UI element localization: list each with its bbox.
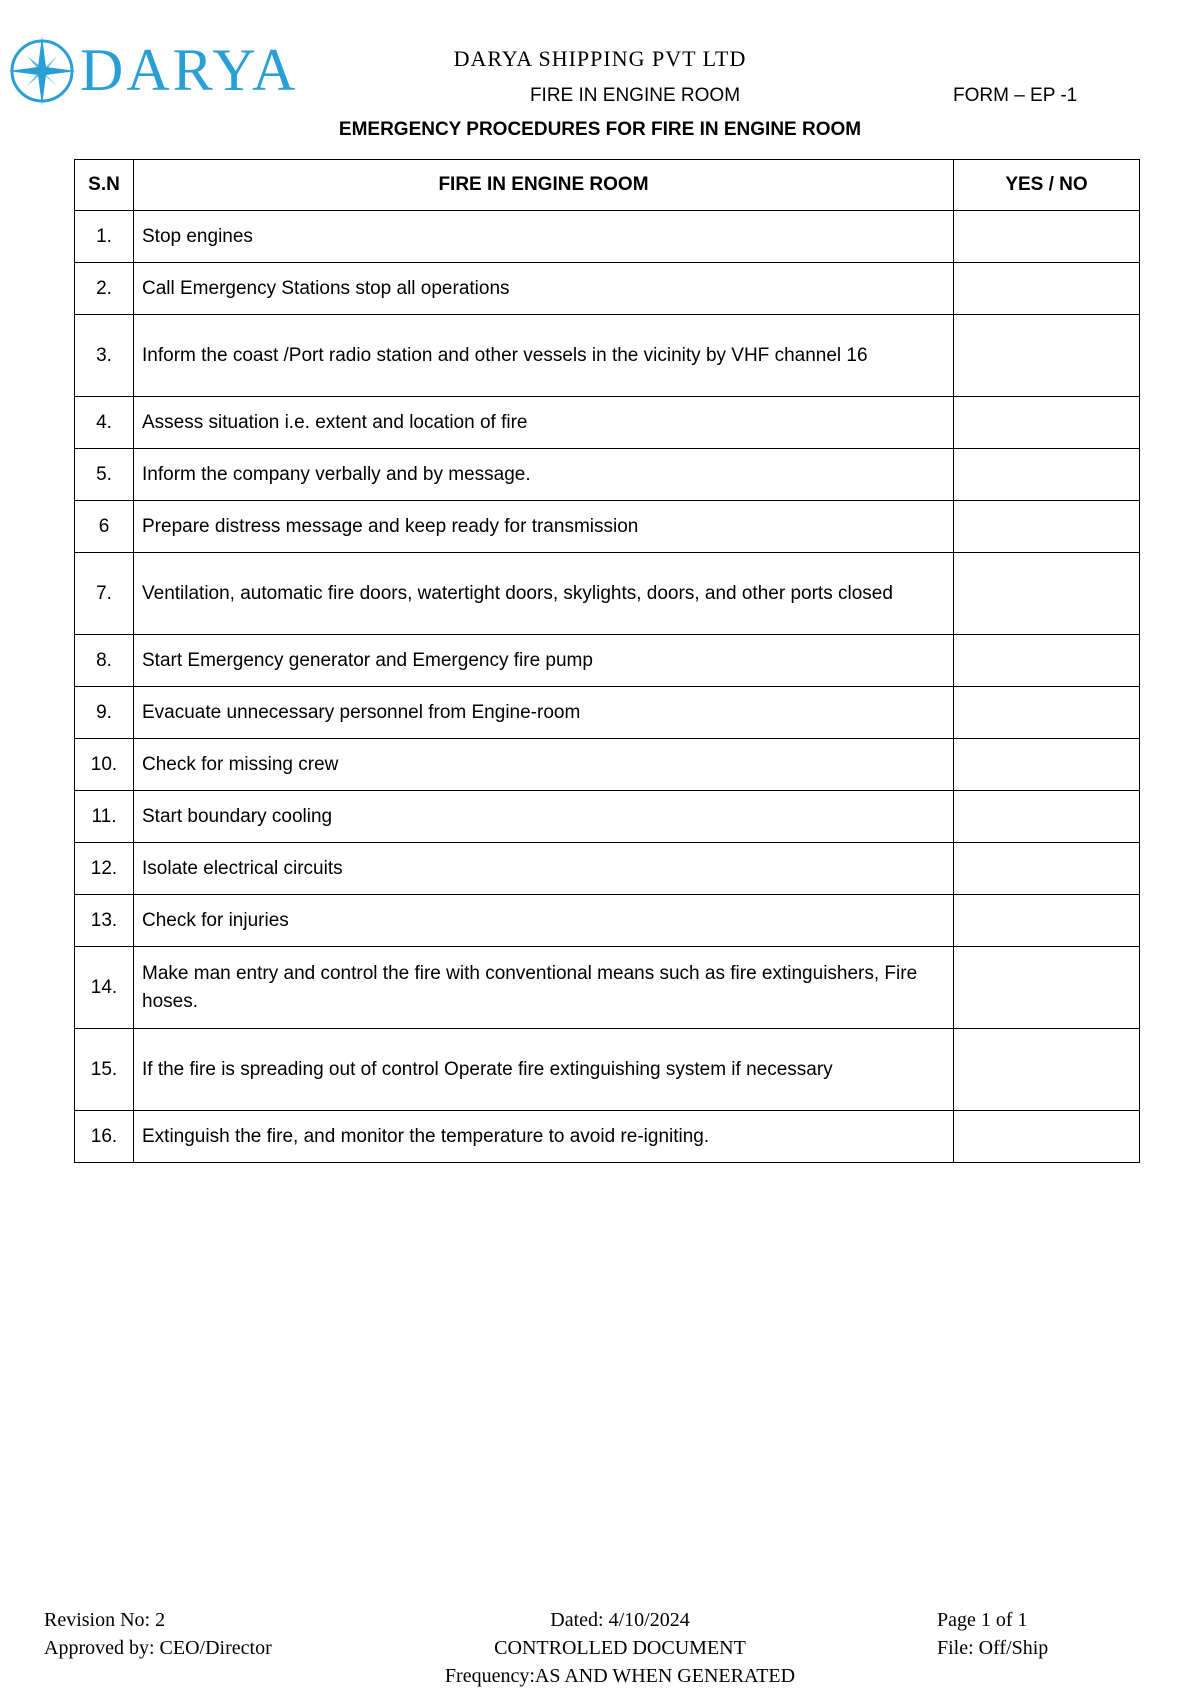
footer-center — [380, 1606, 860, 1662]
table-row — [75, 947, 1140, 1029]
footer-left — [44, 1606, 272, 1662]
header-description: FIRE IN ENGINE ROOM — [134, 160, 954, 211]
row-yes-no-cell[interactable] — [954, 315, 1140, 397]
row-procedure-text: Extinguish the fire, and monitor the temperature to avoid re-igniting. — [134, 1111, 954, 1163]
procedure-table-body — [75, 211, 1140, 1163]
row-yes-no-cell[interactable] — [954, 843, 1140, 895]
row-procedure-text: Start Emergency generator and Emergency fire pump — [134, 635, 954, 687]
table-row — [75, 501, 1140, 553]
row-yes-no-cell[interactable] — [954, 895, 1140, 947]
row-yes-no-cell[interactable] — [954, 739, 1140, 791]
table-row — [75, 263, 1140, 315]
row-procedure-text: Inform the company verbally and by message. — [134, 449, 954, 501]
header-sn: S.N — [75, 160, 134, 211]
row-serial-number: 15. — [75, 1029, 134, 1111]
table-row — [75, 895, 1140, 947]
row-serial-number: 7. — [75, 553, 134, 635]
row-procedure-text: Ventilation, automatic fire doors, watertight doors, skylights, doors, and other ports closed — [134, 553, 954, 635]
row-procedure-text: Start boundary cooling — [134, 791, 954, 843]
row-serial-number: 13. — [75, 895, 134, 947]
file-location: File: Off/Ship — [937, 1637, 1049, 1659]
row-yes-no-cell[interactable] — [954, 449, 1140, 501]
row-yes-no-cell[interactable] — [954, 501, 1140, 553]
row-yes-no-cell[interactable] — [954, 791, 1140, 843]
header-yes-no: YES / NO — [954, 160, 1140, 211]
row-yes-no-cell[interactable] — [954, 1111, 1140, 1163]
row-serial-number: 16. — [75, 1111, 134, 1163]
row-yes-no-cell[interactable] — [954, 1029, 1140, 1111]
table-row — [75, 553, 1140, 635]
table-row — [75, 1111, 1140, 1163]
row-serial-number: 8. — [75, 635, 134, 687]
table-row — [75, 635, 1140, 687]
row-serial-number: 10. — [75, 739, 134, 791]
row-yes-no-cell[interactable] — [954, 263, 1140, 315]
table-row — [75, 397, 1140, 449]
dated: Dated: 4/10/2024 — [550, 1609, 690, 1631]
row-procedure-text: Inform the coast /Port radio station and other vessels in the vicinity by VHF channel 16 — [134, 315, 954, 397]
company-logo — [6, 34, 316, 108]
row-procedure-text: Isolate electrical circuits — [134, 843, 954, 895]
row-serial-number: 14. — [75, 947, 134, 1029]
row-procedure-text: Check for missing crew — [134, 739, 954, 791]
table-row — [75, 211, 1140, 263]
compass-star-icon — [6, 34, 78, 108]
row-serial-number: 12. — [75, 843, 134, 895]
controlled-document-label: CONTROLLED DOCUMENT — [494, 1637, 746, 1659]
table-row — [75, 449, 1140, 501]
row-procedure-text: If the fire is spreading out of control Operate fire extinguishing system if necessary — [134, 1029, 954, 1111]
table-row — [75, 791, 1140, 843]
row-serial-number: 11. — [75, 791, 134, 843]
page-title: EMERGENCY PROCEDURES FOR FIRE IN ENGINE ROOM — [338, 119, 862, 140]
row-yes-no-cell[interactable] — [954, 635, 1140, 687]
table-header-row — [75, 160, 1140, 211]
form-number: FORM – EP -1 — [953, 85, 1078, 106]
row-serial-number: 5. — [75, 449, 134, 501]
row-yes-no-cell[interactable] — [954, 397, 1140, 449]
table-row — [75, 739, 1140, 791]
row-serial-number: 9. — [75, 687, 134, 739]
row-procedure-text: Call Emergency Stations stop all operations — [134, 263, 954, 315]
footer-right — [937, 1606, 1048, 1662]
table-row — [75, 687, 1140, 739]
row-yes-no-cell[interactable] — [954, 211, 1140, 263]
row-procedure-text: Stop engines — [134, 211, 954, 263]
company-name: DARYA SHIPPING PVT LTD — [453, 46, 747, 71]
table-row — [75, 1029, 1140, 1111]
row-serial-number: 2. — [75, 263, 134, 315]
revision-number: Revision No: 2 — [44, 1609, 166, 1631]
frequency: Frequency:AS AND WHEN GENERATED — [444, 1665, 796, 1687]
row-procedure-text: Assess situation i.e. extent and location of fire — [134, 397, 954, 449]
row-yes-no-cell[interactable] — [954, 947, 1140, 1029]
table-row — [75, 315, 1140, 397]
row-serial-number: 6 — [75, 501, 134, 553]
row-procedure-text: Evacuate unnecessary personnel from Engine-room — [134, 687, 954, 739]
row-procedure-text: Make man entry and control the fire with conventional means such as fire extinguishers, Fire hoses. — [134, 947, 954, 1029]
procedure-table — [74, 159, 1140, 1163]
logo-wordmark: DARYA — [80, 37, 299, 103]
approved-by: Approved by: CEO/Director — [44, 1637, 272, 1659]
row-yes-no-cell[interactable] — [954, 687, 1140, 739]
form-subtitle: FIRE IN ENGINE ROOM — [529, 85, 741, 106]
row-serial-number: 3. — [75, 315, 134, 397]
row-yes-no-cell[interactable] — [954, 553, 1140, 635]
row-serial-number: 1. — [75, 211, 134, 263]
row-procedure-text: Check for injuries — [134, 895, 954, 947]
row-serial-number: 4. — [75, 397, 134, 449]
row-procedure-text: Prepare distress message and keep ready for transmission — [134, 501, 954, 553]
page-number: Page 1 of 1 — [937, 1609, 1028, 1631]
table-row — [75, 843, 1140, 895]
